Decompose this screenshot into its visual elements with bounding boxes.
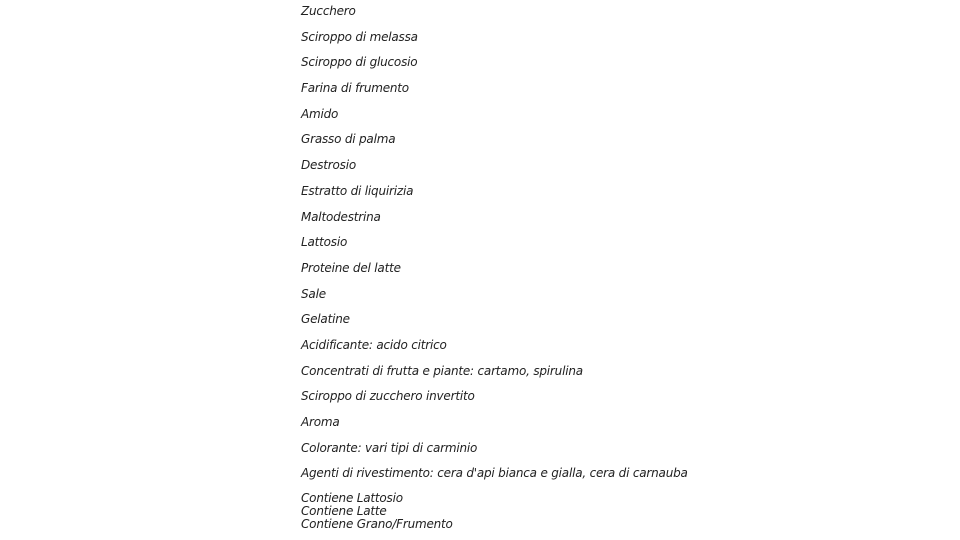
ingredient-item: Maltodestrina — [301, 209, 381, 224]
ingredient-item: Farina di frumento — [301, 81, 409, 96]
ingredient-item: Destrosio — [301, 158, 356, 173]
allergen-list — [301, 492, 453, 530]
ingredient-item: Sciroppo di zucchero invertito — [301, 389, 475, 404]
ingredient-item: Aroma — [301, 415, 340, 429]
ingredient-item: Colorante: vari tipi di carminio — [301, 440, 478, 455]
allergen-item: Contiene Latte — [301, 503, 387, 518]
allergen-item: Contiene Lattosio — [301, 491, 403, 505]
ingredient-item: Sciroppo di glucosio — [301, 55, 418, 70]
ingredient-item: Proteine del latte — [301, 260, 401, 275]
ingredient-item: Gelatine — [301, 312, 350, 327]
ingredient-item: Sciroppo di melassa — [301, 29, 418, 44]
ingredient-item: Estratto di liquirizia — [301, 183, 414, 198]
allergen-item: Contiene Grano/Frumento — [301, 516, 453, 531]
ingredient-item: Sale — [301, 286, 326, 301]
ingredient-item: Agenti di rivestimento: cera d'api bianca e gialla, cera di carnauba — [301, 466, 688, 481]
ingredient-item: Concentrati di frutta e piante: cartamo, spirulina — [301, 363, 583, 378]
ingredient-item: Acidificante: acido citrico — [301, 337, 447, 352]
ingredient-item: Lattosio — [301, 235, 348, 250]
ingredient-list — [301, 4, 688, 492]
ingredient-item: Grasso di palma — [301, 132, 396, 147]
ingredient-item: Zucchero — [301, 4, 356, 18]
ingredient-item: Amido — [301, 106, 339, 121]
